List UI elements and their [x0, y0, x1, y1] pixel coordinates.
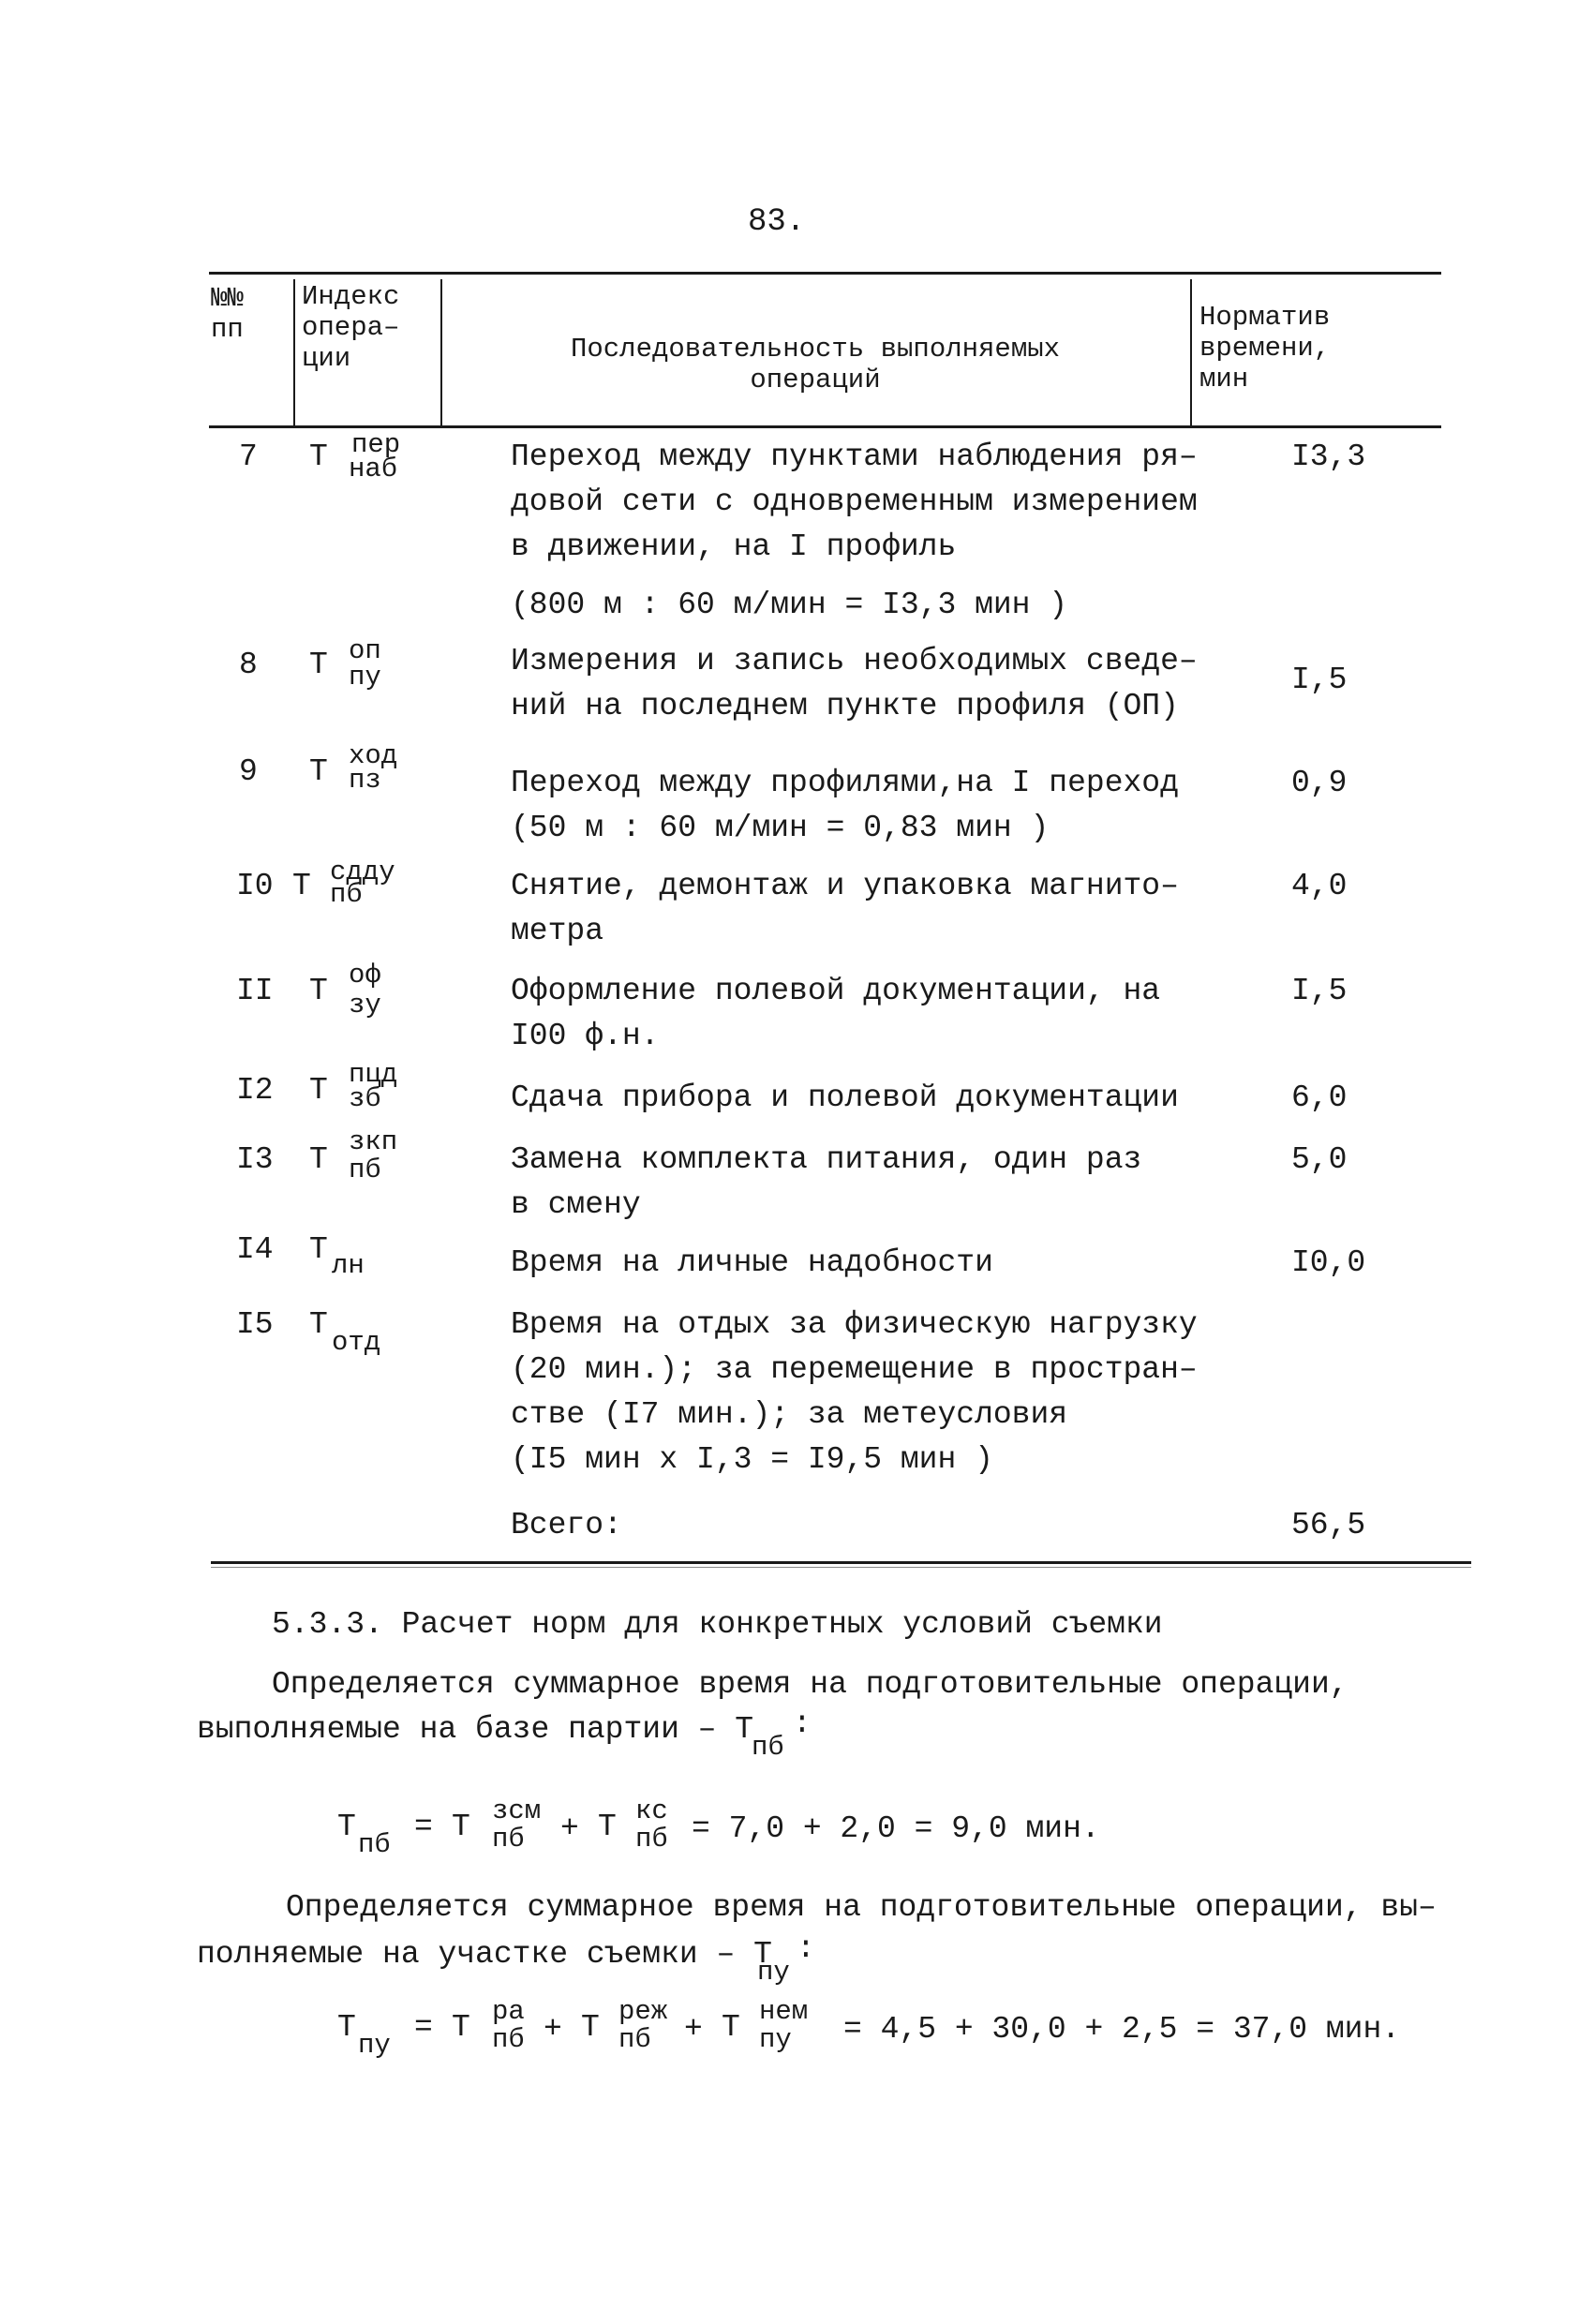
- paragraph-1-subscript: пб: [752, 1732, 784, 1763]
- header-top-rule: [209, 272, 1441, 275]
- row-description: Переход между профилями,на I переход (50 м : 60 м/мин = 0,83 мин ): [511, 766, 1179, 845]
- row-number: I5: [236, 1307, 274, 1342]
- header-norm: Норматив времени, мин: [1199, 302, 1331, 395]
- header-bottom-rule: [209, 425, 1441, 428]
- table-row: [0, 1228, 1594, 1293]
- paragraph-2-line-1: Определяется суммарное время на подготовительные операции, вы–: [286, 1890, 1437, 1925]
- row-description: Измерения и запись необходимых сведе– ний на последнем пункте профиля (ОП): [511, 644, 1198, 723]
- row-index-subscript: пу: [349, 662, 381, 693]
- row-index-symbol: Т: [309, 1232, 328, 1267]
- table-bottom-rule: [211, 1561, 1471, 1564]
- row-index-symbol: Т: [309, 1142, 328, 1177]
- row-index-symbol: Т: [309, 648, 328, 682]
- row-description: Оформление полевой документации, на I00 ф.н.: [511, 974, 1161, 1053]
- header-divider-3: [1190, 279, 1192, 427]
- row-value: I,5: [1291, 974, 1348, 1008]
- table-row: [0, 635, 1594, 742]
- row-description: Переход между пунктами наблюдения ря– довой сети с одновременным измерением в движении, на I профиль (800 м : 60 м/мин = I3,3 мин ): [511, 435, 1198, 628]
- row-value: 0,9: [1291, 766, 1348, 800]
- row-number: II: [236, 974, 274, 1008]
- row-description: Снятие, демонтаж и упаковка магнито– метра: [511, 869, 1179, 948]
- row-number: I3: [236, 1142, 274, 1177]
- row-index-subscript: лн: [332, 1250, 365, 1281]
- row-index-symbol: Т: [309, 439, 328, 474]
- header-num: №№ пп: [211, 283, 244, 345]
- row-index-superscript: сдду: [330, 857, 395, 887]
- row-number: I2: [236, 1073, 274, 1108]
- header-index: Индекс опера– ции: [302, 281, 400, 374]
- row-index-symbol: Т: [309, 754, 328, 789]
- row-index-subscript: пб: [330, 879, 363, 910]
- row-index-superscript: оп: [349, 635, 381, 666]
- row-value: 4,0: [1291, 869, 1348, 903]
- row-index-symbol: Т: [292, 869, 311, 903]
- row-value: 5,0: [1291, 1142, 1348, 1177]
- row-index-superscript: пер: [351, 429, 401, 460]
- paragraph-2-subscript: пу: [757, 1957, 790, 1988]
- paragraph-1-line-2: выполняемые на базе партии – Т пб :: [197, 1706, 812, 1763]
- row-number: 7: [239, 439, 258, 474]
- row-index-symbol: Т: [309, 1307, 328, 1342]
- table-row: [0, 960, 1594, 1068]
- table-row: [0, 1303, 1594, 1490]
- row-index-superscript: зкп: [349, 1126, 398, 1157]
- row-index-subscript: наб: [349, 454, 398, 484]
- row-index-subscript: зу: [349, 990, 381, 1020]
- table-row: [0, 1059, 1594, 1134]
- row-number: 8: [239, 648, 258, 682]
- row-index-superscript: пцд: [349, 1059, 398, 1090]
- row-value: I3,3: [1291, 439, 1366, 474]
- row-number: I4: [236, 1232, 274, 1267]
- row-index-subscript: отд: [332, 1327, 381, 1358]
- row-description: Сдача прибора и полевой документации: [511, 1080, 1179, 1115]
- row-value: 6,0: [1291, 1080, 1348, 1115]
- table-row: [0, 1126, 1594, 1235]
- header-divider-1: [293, 279, 295, 427]
- row-value: I,5: [1291, 663, 1348, 697]
- total-value: 56,5: [1291, 1508, 1366, 1542]
- row-index-symbol: Т: [309, 1073, 328, 1108]
- header-sequence: Последовательность выполняемых операций: [570, 334, 1061, 395]
- formula-2: Т пу = Т ра пб + Т реж пб + Т нем пу = 4,5 + 30,0 + 2,5 = 37,0 мин.: [337, 1996, 1401, 2061]
- row-description: Замена комплекта питания, один раз в смену: [511, 1142, 1142, 1222]
- table-bottom-rule-thin: [211, 1567, 1471, 1568]
- section-title: 5.3.3. Расчет норм для конкретных условий съемки: [272, 1607, 1163, 1642]
- row-index-superscript: ход: [349, 740, 398, 771]
- row-note: (800 м : 60 м/мин = I3,3 мин ): [511, 588, 1068, 622]
- paragraph-1-line-1: Определяется суммарное время на подготовительные операции,: [272, 1667, 1348, 1702]
- table-row: [0, 857, 1594, 963]
- row-index-symbol: Т: [309, 974, 328, 1008]
- paragraph-2-line-2: полняемые на участке съемки – Т пу :: [197, 1931, 815, 1988]
- table-row: [0, 742, 1594, 855]
- row-index-superscript: оф: [349, 960, 381, 991]
- header-divider-2: [440, 279, 442, 427]
- table-row: [0, 431, 1594, 637]
- row-description: Время на отдых за физическую нагрузку (20 мин.); за перемещение в простран– стве (I7 мин.); за метеусловия (I5 мин х I,3 = I9,5 мин ): [511, 1307, 1198, 1477]
- page-number: 83.: [748, 204, 806, 240]
- row-index-subscript: пб: [349, 1155, 381, 1185]
- row-number: 9: [239, 754, 258, 789]
- formula-1: Т пб = Т зсм пб + Т кс пб = 7,0 + 2,0 = 9,0 мин.: [337, 1795, 1100, 1860]
- table-header: [0, 0, 1594, 440]
- total-label: Всего:: [511, 1508, 622, 1542]
- row-value: I0,0: [1291, 1245, 1366, 1280]
- row-index-subscript: пз: [349, 765, 381, 796]
- row-description: Время на личные надобности: [511, 1245, 993, 1280]
- row-index-subscript: зб: [349, 1083, 381, 1114]
- row-number: I0: [236, 869, 274, 903]
- table-total-row: [0, 1503, 1594, 1559]
